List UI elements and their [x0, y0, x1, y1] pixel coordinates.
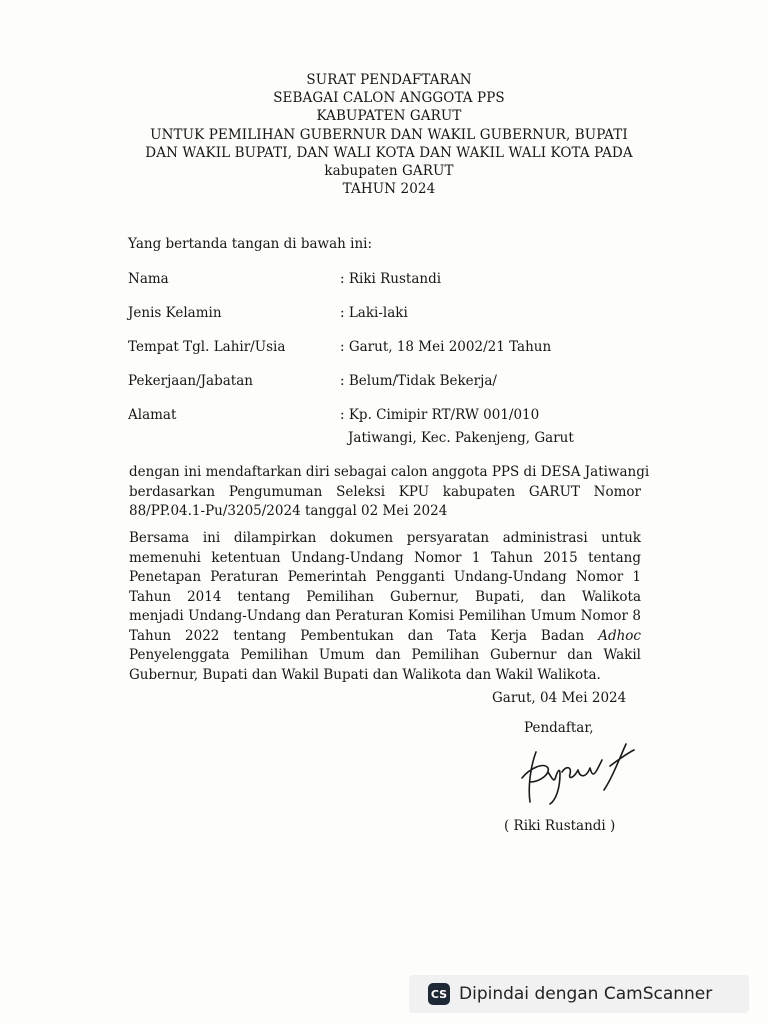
address-continuation: Jatiwangi, Kec. Pakenjeng, Garut — [348, 430, 574, 446]
field-value: : Kp. Cimipir RT/RW 001/010 — [340, 407, 540, 423]
field-label: Nama — [128, 271, 169, 287]
paragraph-line: Penyelenggata Pemilihan Umum dan Pemilihan Gubernur dan Wakil — [129, 647, 641, 663]
paragraph-line: memenuhi ketentuan Undang-Undang Nomor 1 Tahun 2015 tentang — [129, 549, 641, 566]
paragraph-line: menjadi Undang-Undang dan Peraturan Komisi Pemilihan Umum Nomor 8 — [129, 608, 641, 624]
paragraph-line: Bersama ini dilampirkan dokumen persyaratan administrasi untuk — [129, 530, 641, 546]
field-value: : Garut, 18 Mei 2002/21 Tahun — [340, 339, 552, 355]
italic-word: Adhoc — [598, 627, 641, 644]
field-value: : Laki-laki — [340, 305, 408, 321]
field-label: Pekerjaan/Jabatan — [128, 373, 253, 389]
title-line: kabupaten GARUT — [324, 163, 454, 180]
title-line: UNTUK PEMILIHAN GUBERNUR DAN WAKIL GUBERNUR, BUPATI — [150, 126, 628, 143]
watermark-text: Dipindai dengan CamScanner — [459, 984, 713, 1004]
paragraph-line-text: Tahun 2022 tentang Pembentukan dan Tata Kerja Badan — [129, 627, 585, 644]
field-label: Jenis Kelamin — [128, 305, 222, 321]
title-line: SURAT PENDAFTARAN — [306, 72, 472, 88]
paragraph-line-with-italic — [129, 627, 641, 647]
field-value: : Riki Rustandi — [340, 271, 442, 287]
paragraph-registration — [129, 463, 650, 522]
paragraph-line: 88/PP.04.1-Pu/3205/2024 tanggal 02 Mei 2024 — [129, 503, 448, 519]
place-date: Garut, 04 Mei 2024 — [492, 690, 627, 706]
paragraph-line: Penetapan Peraturan Pemerintah Pengganti Undang-Undang Nomor 1 — [129, 569, 641, 585]
paragraph-attachments — [129, 529, 641, 685]
paragraph-line: dengan ini mendaftarkan diri sebagai calon anggota PPS di DESA Jatiwangi — [129, 464, 650, 480]
camscanner-watermark — [409, 975, 749, 1013]
signer-label: Pendaftar, — [524, 720, 594, 736]
field-label: Alamat — [128, 407, 177, 423]
handwritten-signature — [508, 738, 638, 808]
field-value: : Belum/Tidak Bekerja/ — [340, 373, 497, 389]
intro-text: Yang bertanda tangan di bawah ini: — [128, 236, 373, 252]
paragraph-line: Tahun 2014 tentang Pemilihan Gubernur, Bupati, dan Walikota — [129, 588, 641, 605]
title-line: DAN WAKIL BUPATI, DAN WALI KOTA DAN WAKIL WALI KOTA PADA — [145, 144, 633, 161]
field-label: Tempat Tgl. Lahir/Usia — [128, 339, 286, 355]
title-line: TAHUN 2024 — [342, 181, 436, 198]
document-title — [120, 71, 658, 198]
paragraph-line: berdasarkan Pengumuman Seleksi KPU kabupaten GARUT Nomor — [129, 483, 641, 500]
signer-name: ( Riki Rustandi ) — [504, 818, 616, 834]
title-line: SEBAGAI CALON ANGGOTA PPS — [273, 90, 505, 107]
title-line: KABUPATEN GARUT — [316, 108, 462, 125]
paragraph-line: Gubernur, Bupati dan Wakil Bupati dan Walikota dan Wakil Walikota. — [129, 666, 601, 683]
camscanner-logo-icon: CS — [428, 983, 450, 1005]
